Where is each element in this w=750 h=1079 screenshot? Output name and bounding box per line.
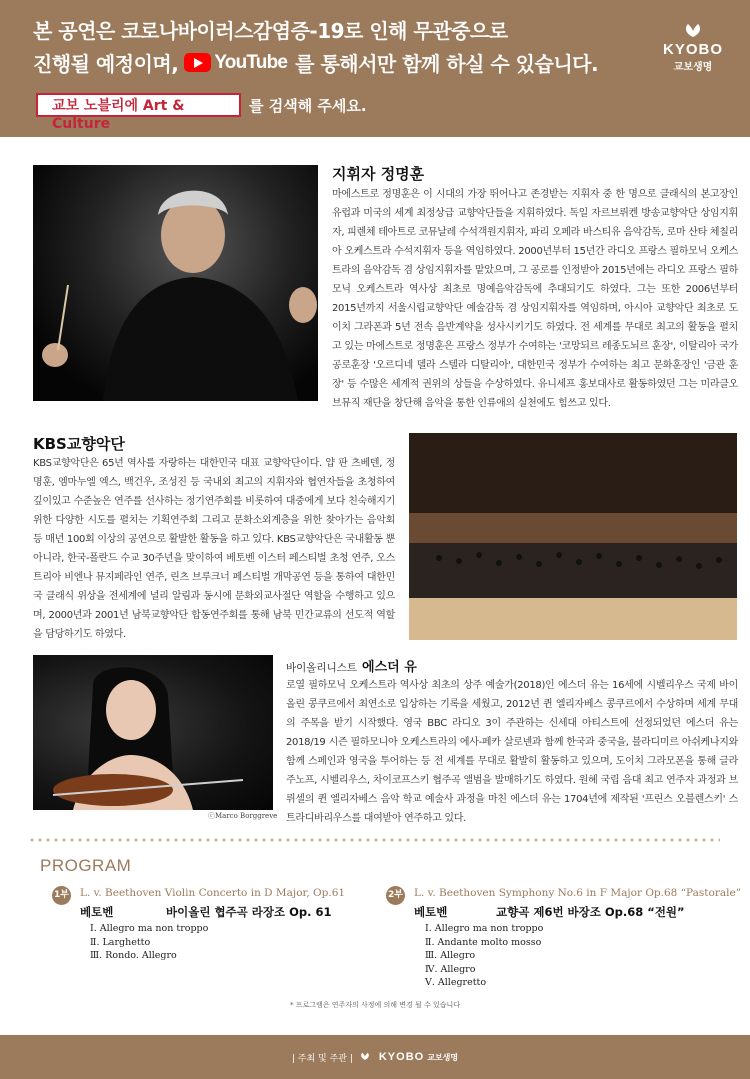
movement-item: Ⅳ. Allegro — [425, 963, 476, 975]
part2-work-ko: 교향곡 제6번 바장조 Op.68 “전원” — [496, 905, 685, 919]
soloist-role: 바이올리니스트 — [286, 662, 358, 674]
program-change-note: * 프로그램은 연주자의 사정에 의해 변경 될 수 있습니다 — [289, 1001, 461, 1009]
soloist-heading — [286, 656, 417, 675]
kyobo-leaf-icon — [658, 22, 728, 41]
part1-composer: 베토벤 — [80, 905, 114, 919]
soloist-photo — [33, 655, 273, 810]
program-title: PROGRAM — [40, 856, 132, 875]
search-instruction — [36, 93, 367, 132]
orchestra-photo — [409, 433, 737, 640]
part2-badge: 2부 — [386, 886, 405, 905]
footer-bar — [0, 1035, 750, 1079]
header-banner — [0, 0, 750, 137]
soloist-name: 에스더 유 — [362, 660, 417, 675]
conductor-bio: 마에스트로 정명훈은 이 시대의 가장 뛰어나고 존경받는 지휘자 중 한 명으로 클래식의 본고장인 유럽과 미국의 세계 최정상급 교향악단들을 지휘하였다. 독일 자르브뤼켄 방송교향악단 상임지휘자, 피렌체 테아트로 코뮤날레 수석객원지휘자, 파리 오페라 바스티유 음악감독, 로마 산타 체칠리아 오케스트라 수석지휘자 등을 역임하였다. 2000년부터 15년간 라디오 프랑스 필하모닉 오케스트라의 음악감독 겸 상임지휘자를 맡았으며, 그 공로를 인정받아 2015년에는 라디오 프랑스 필하모닉 오케스트라 역사상 최초로 명예음악감독에 추대되기도 하였다. 그는 또한 2006년부터 2015년까지 서울시립교향악단 예술감독 겸 상임지휘자를 역임하며, 아시아 교향악단 최초로 도이치 그라폰과 5년 전속 음반계약을 성사시키기도 하였다. 전 세계를 무대로 최고의 활동을 펼치고 있는 마에스트로 정명훈은 프랑스 정부가 수여하는 '코망되르 레종도뇌르 훈장', 이탈리아 국가공로훈장 '오르디네 델라 스텔라 디탈리아', 대한민국 정부가 수여하는 최고 문화훈장인 '금관 훈장' 등 수많은 세계적 권위의 상들을 수상하였다. 유니세프 홍보대사로 활동하였던 그는 미라클오브뮤직 재단을 창단해 음악을 통한 인류애의 실천에도 힘쓰고 있다. — [332, 189, 738, 409]
footer-host-label: | 주최 및 주관 | — [291, 1053, 353, 1064]
part2-composer: 베토벤 — [414, 905, 448, 919]
kyobo-logo — [658, 22, 728, 73]
notice-line-2 — [33, 48, 598, 77]
footer-brand: KYOBO — [378, 1051, 425, 1063]
search-instruction-text: 를 검색해 주세요. — [249, 96, 367, 115]
conductor-title: 지휘자 정명훈 — [332, 165, 425, 183]
footer-brand-sub: 교보생명 — [427, 1052, 459, 1062]
conductor-photo — [33, 165, 318, 401]
kyobo-logo-name: KYOBO — [662, 41, 723, 58]
movement-item: Ⅰ. Allegro ma non troppo — [425, 923, 544, 934]
part1-badge: 1부 — [52, 886, 71, 905]
photo-credit: ⓒMarco Borggreve — [208, 812, 278, 820]
notice-line-2-post: 를 통해서만 함께 하실 수 있습니다. — [295, 52, 599, 76]
notice-line-2-pre: 진행될 예정이며, — [33, 52, 179, 76]
movement-item: Ⅴ. Allegretto — [425, 977, 487, 988]
movement-item: Ⅲ. Rondo. Allegro — [90, 950, 177, 961]
soloist-bio: 로열 필하모닉 오케스트라 역사상 최초의 상주 예술가(2018)인 에스더 유는 16세에 시벨리우스 국제 바이올린 콩쿠르에서 최연소로 입상하는 기록을 세웠고, 2012년 퀸 엘리자베스 콩쿠르에서 수상하며 세계 무대의 주목을 받기 시작했다. 영국 BBC 라디오 3이 주관하는 신세대 아티스트에 선정되었던 에스더 유는 2018/19 시즌 필하모니아 오케스트라의 에사-페카 살로넨과 함께 한국과 중국을, 블라디미르 아쉬케나지와 함께 스페인과 영국을 투어하는 등 전 세계를 무대로 활발히 활동하고 있으며, 도이치 그라모폰을 통해 글라주노프, 시벨리우스, 차이코프스키 협주곡 앨범을 발매하기도 하였다. 원혜 국립 음대 최고 연주자 과정과 브뤼셀의 퀸 엘리자베스 음악 학교 예술사 과정을 마친 에스더 유는 1704년에 제작된 '프린스 오블렌스키' 스트라디바리우스를 대여받아 연주하고 있다. — [286, 680, 739, 824]
dotted-divider — [30, 838, 720, 842]
part1-movements — [90, 922, 208, 963]
movement-item: Ⅲ. Allegro — [425, 950, 476, 961]
youtube-logo[interactable] — [184, 52, 287, 74]
part1-work-ko: 바이올린 협주곡 라장조 Op. 61 — [166, 905, 332, 919]
notice-line-1: 본 공연은 코로나바이러스감염증-19로 인해 무관중으로 — [33, 19, 508, 43]
movement-item: Ⅱ. Andante molto mosso — [425, 936, 542, 948]
orchestra-title: KBS교향악단 — [33, 435, 125, 453]
part2-work-en: L. v. Beethoven Symphony No.6 in F Major Op.68 “Pastorale” — [414, 887, 742, 899]
kyobo-logo-sub: 교보생명 — [673, 62, 713, 73]
part1-work-en: L. v. Beethoven Violin Concerto in D Major, Op.61 — [80, 887, 346, 899]
youtube-play-icon — [184, 53, 211, 72]
movement-item: Ⅰ. Allegro ma non troppo — [90, 923, 209, 934]
orchestra-bio: KBS교향악단은 65년 역사를 자랑하는 대한민국 대표 교향악단이다. 얍 판 츠베덴, 정명훈, 엠마누엘 엑스, 백건우, 조성진 등 국내외 최고의 지휘자와 협연자들을 초청하여 깊이있고 수준높은 연주를 선사하는 정기연주회를 비롯하여 대중에게 보다 친숙해지기 위한 다양한 시도를 펼치는 기획연주회 그리고 문화소외계층을 위한 찾아가는 음악회 등 매년 100회 이상의 공연으로 활발한 활동을 하고 있다. KBS교향악단은 국내활동 뿐 아니라, 한국-폴란드 수교 30주년을 맞이하여 베토벤 이스터 페스티벌 초청 연주, 오스트리아 비엔나 뮤지페라인 연주, 린츠 브루크너 페스티벌 개막공연 등을 통하여 대한민국 클래식 위상을 전세계에 널리 알림과 동시에 문화외교사절단 역할을 수행하고 있으며, 2000년과 2001년 남북교향악단 합동연주회를 통해 남북 민간교류의 선도적 역할을 담당하기도 하였다. — [33, 458, 395, 640]
part2-movements — [425, 922, 543, 990]
youtube-word: YouTube — [214, 51, 288, 73]
search-keyword-box[interactable]: 교보 노블리에 Art & Culture — [36, 93, 241, 117]
movement-item: Ⅱ. Larghetto — [90, 936, 151, 948]
footer-leaf-icon — [359, 1051, 371, 1064]
